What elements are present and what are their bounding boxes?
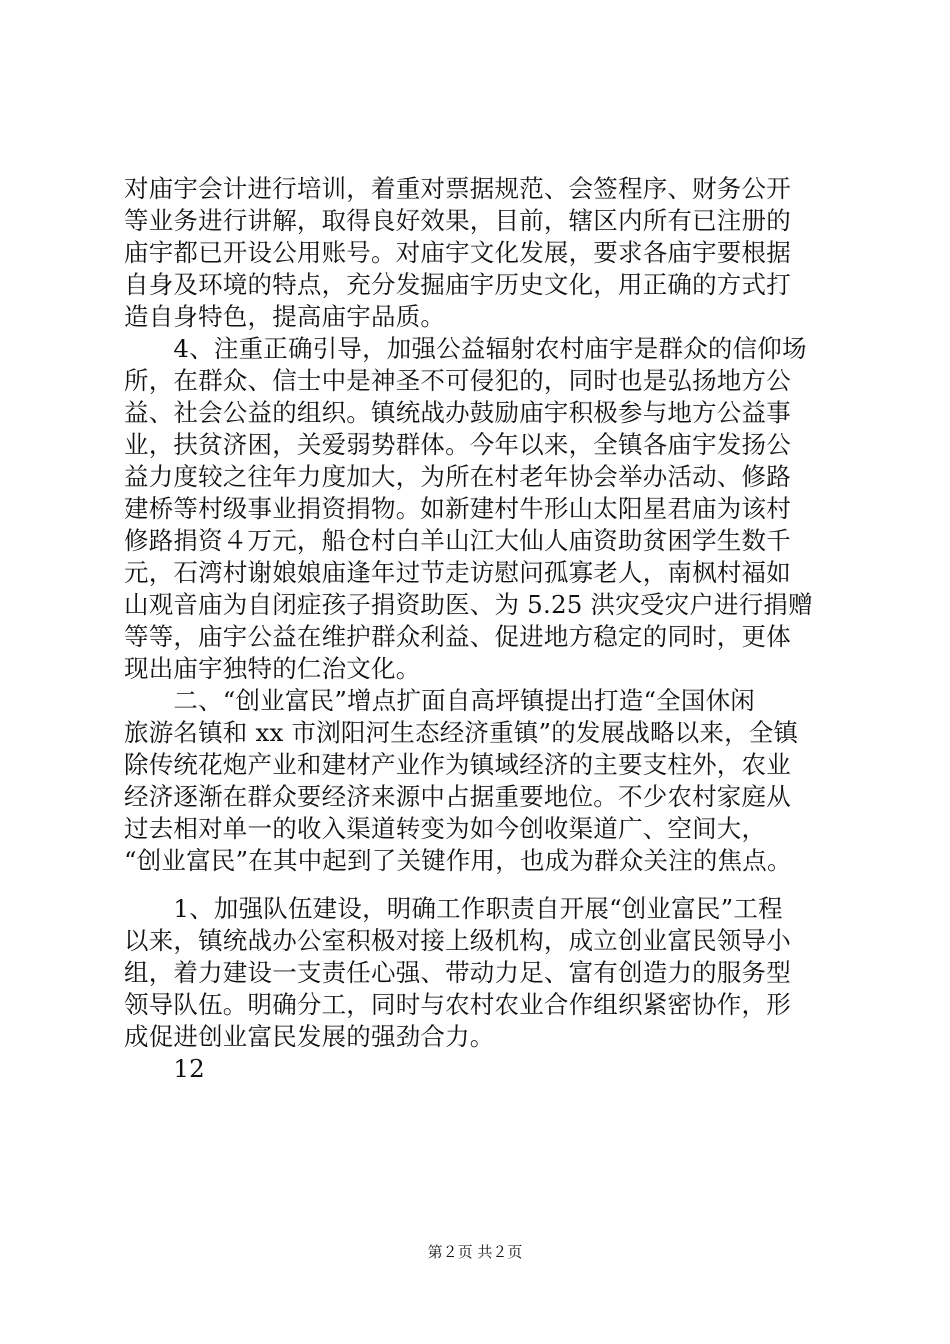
paragraph-line: 除传统花炮产业和建材产业作为镇域经济的主要支柱外，农业 — [124, 750, 791, 779]
paragraph-line: 业，扶贫济困，关爱弱势群体。今年以来，全镇各庙宇发扬公 — [124, 430, 791, 459]
paragraph-line: 益、社会公益的组织。镇统战办鼓励庙宇积极参与地方公益事 — [124, 398, 791, 427]
paragraph-line: 二、“创业富民”增点扩面自高坪镇提出打造“全国休闲 — [124, 686, 755, 715]
paragraph-line: 4、注重正确引导，加强公益辐射农村庙宇是群众的信仰场 — [124, 334, 807, 363]
paragraph-line: 领导队伍。明确分工，同时与农村农业合作组织紧密协作，形 — [124, 990, 791, 1019]
paragraph-line: 自身及环境的特点，充分发掘庙宇历史文化，用正确的方式打 — [124, 270, 791, 299]
paragraph-line: 组，着力建设一支责任心强、带动力足、富有创造力的服务型 — [124, 958, 791, 987]
paragraph-line: 1、加强队伍建设，明确工作职责自开展“创业富民”工程 — [124, 894, 783, 923]
paragraph-line: “创业富民”在其中起到了关键作用，也成为群众关注的焦点。 — [124, 846, 792, 875]
paragraph-line: 山观音庙为自闭症孩子捐资助医、为 5.25 洪灾受灾户进行捐赠 — [124, 590, 813, 619]
paragraph-line: 经济逐渐在群众要经济来源中占据重要地位。不少农村家庭从 — [124, 782, 791, 811]
paragraph-line: 旅游名镇和 xx 市浏阳河生态经济重镇”的发展战略以来，全镇 — [124, 718, 799, 747]
paragraph-line: 等业务进行讲解，取得良好效果，目前，辖区内所有已注册的 — [124, 206, 791, 235]
paragraph-line: 元，石湾村谢娘娘庙逢年过节走访慰问孤寡老人，南枫村福如 — [124, 558, 791, 587]
paragraph-line: 庙宇都已开设公用账号。对庙宇文化发展，要求各庙宇要根据 — [124, 238, 791, 267]
paragraph-line: 益力度较之往年力度加大，为所在村老年协会举办活动、修路 — [124, 462, 791, 491]
paragraph-line: 现出庙宇独特的仁治文化。 — [124, 654, 421, 683]
paragraph-line: 以来，镇统战办公室积极对接上级机构，成立创业富民领导小 — [124, 926, 791, 955]
paragraph-line: 建桥等村级事业捐资捐物。如新建村牛形山太阳星君庙为该村 — [124, 494, 791, 523]
paragraph-line: 过去相对单一的收入渠道转变为如今创收渠道广、空间大， — [124, 814, 767, 843]
paragraph-line: 12 — [124, 1054, 205, 1083]
paragraph-line: 对庙宇会计进行培训，着重对票据规范、会签程序、财务公开 — [124, 174, 791, 203]
paragraph-line: 等等，庙宇公益在维护群众利益、促进地方稳定的同时，更体 — [124, 622, 791, 651]
paragraph-line: 造自身特色，提高庙宇品质。 — [124, 302, 446, 331]
page-footer: 第２页 共２页 — [427, 1243, 523, 1261]
paragraph-line: 修路捐资４万元，船仓村白羊山江大仙人庙资助贫困学生数千 — [124, 526, 791, 555]
paragraph-line: 成促进创业富民发展的强劲合力。 — [124, 1022, 495, 1051]
paragraph-line: 所，在群众、信士中是神圣不可侵犯的，同时也是弘扬地方公 — [124, 366, 791, 395]
